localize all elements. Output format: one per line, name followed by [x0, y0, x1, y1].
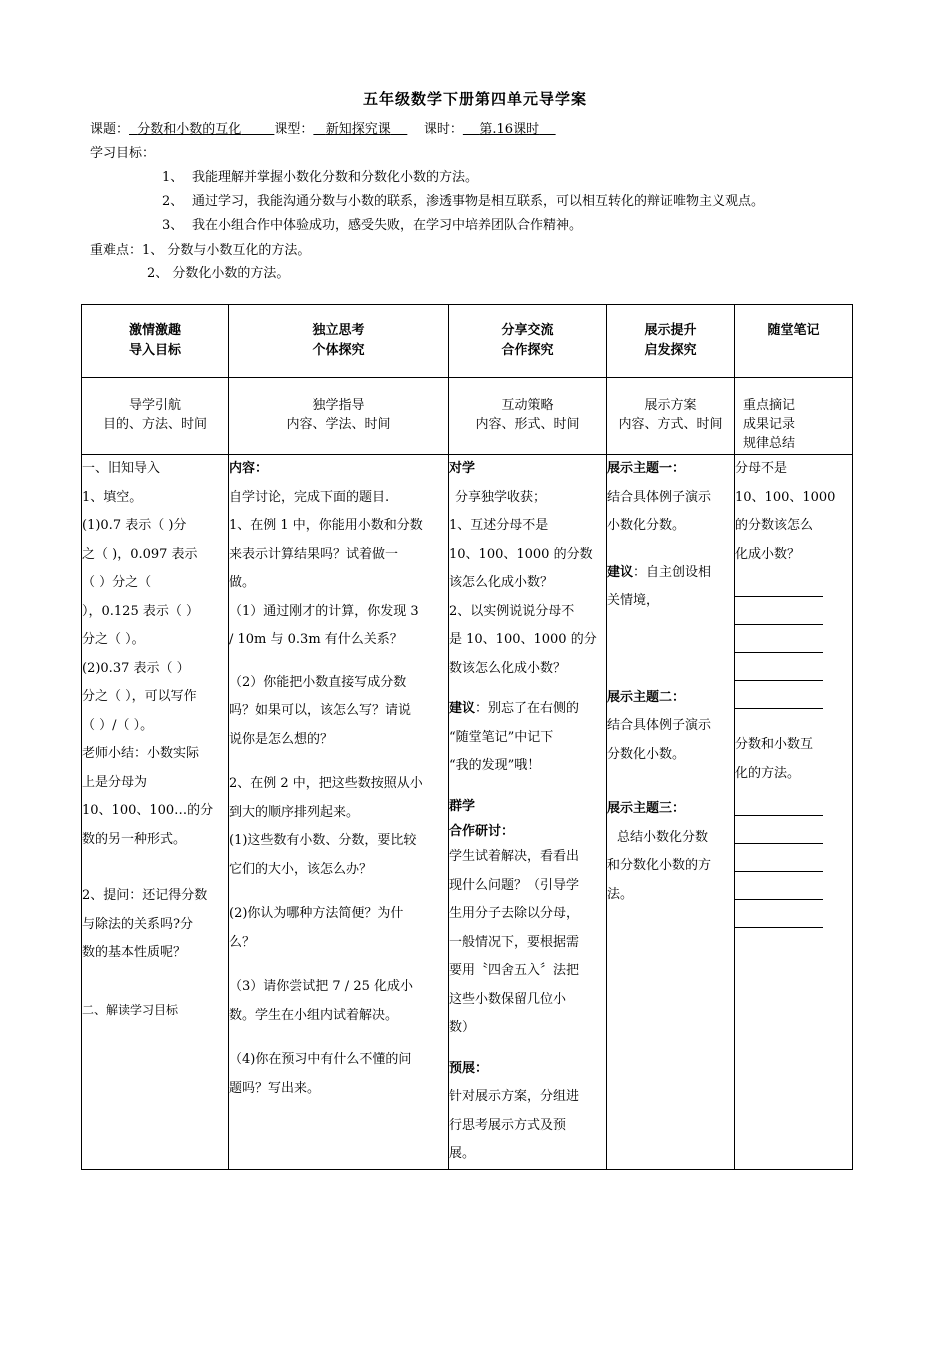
goal-item: 3、 我在小组合作中体验成功，感受失败，在学习中培养团队合作精神。 — [162, 218, 583, 233]
goal-item: 2、 通过学习，我能沟通分数与小数的联系，渗透事物是相互联系，可以相互转化的辩证唯物主义观点。 — [162, 194, 765, 209]
page-title: 五年级数学下册第四单元导学案 — [362, 90, 587, 108]
subheader-cell: 互动策略 内容、形式、时间 — [449, 378, 607, 455]
period-value: 第.16课时 — [479, 122, 540, 137]
note-blank-line — [735, 872, 823, 900]
header-cell: 独立思考 个体探究 — [229, 305, 449, 378]
self-study-column: 内容： 自学讨论，完成下面的题目. 1、在例 1 中，你能用小数和分数 来表示计算结果吗？试着做一 做。 （1）通过刚才的计算，你发现 3 / 10m 与 0.3m 有什么关系？ （2）你能把小数直接写成分数 吗？如果可以，该怎么写？请说 说你是怎么想的？ 2、在例 2 中，把这些数按照从小 到大的顺序排列起来。 (1)这些数有小数、分数，要比较 它们的大小，该怎么办？ (2)你认为哪种方法简便？为什 么？ （3）请你尝试把 7 / 25 化成小 数。学生在小组内试着解决。 （4)你在预习中有什么不懂的问 题吗？写出来。 — [229, 455, 449, 1170]
header-cell: 随堂笔记 — [735, 305, 853, 378]
type-value: 新知探究课 — [325, 122, 391, 137]
lesson-table — [81, 304, 853, 1170]
subheader-cell: 重点摘记 成果记录 规律总结 — [735, 378, 853, 455]
header-cell: 分享交流 合作探究 — [449, 305, 607, 378]
topic-label: 课题： — [90, 122, 130, 137]
cooperation-column: 对学 分享独学收获； 1、互述分母不是 10、100、1000 的分数 该怎么化成小数？ 2、以实例说说分母不 是 10、100、1000 的分 数该怎么化成小数？ 建议：别忘了在右侧的 “随堂笔记”中记下 “我的发现”哦！ 群学 合作研讨： 学生试着解决，看看出 现什么问题？（引导学 生用分子去除以分母， 一般情况下，要根据需 要用〝四舍五入〞法把 这些小数保留几位小 数） 预展： 针对展示方案，分组进 行思考展示方式及预 展。 — [449, 455, 607, 1170]
note-blank-line — [735, 653, 823, 681]
header-cell: 激情激趣 导入目标 — [82, 305, 229, 378]
intro-column: 一、旧知导入 1、填空。 (1)0.7 表示（ )分 之（ )，0.097 表示 （ ）分之（ ），0.125 表示（ ） 分之（ ）。 (2)0.37 表示（ ） 分之（ ），可以写作 （ ）/（ ）。 老师小结：小数实际 上是分母为 10、100、100…的分 数的另一种形式。 2、提问：还记得分数 与除法的关系吗?分 数的基本性质呢？ 二、解读学习目标 — [82, 455, 229, 1170]
note-blank-line — [735, 597, 823, 625]
subheader-cell: 导学引航 目的、方法、时间 — [82, 378, 229, 455]
subheader-cell: 展示方案 内容、方式、时间 — [607, 378, 735, 455]
topic-value: 分数和小数的互化 — [137, 122, 242, 137]
lesson-meta — [90, 118, 556, 137]
type-label: 课型： — [274, 122, 314, 137]
note-blank-line — [735, 681, 823, 709]
note-blank-line — [735, 816, 823, 844]
key-points: 重难点：1、 分数与小数互化的方法。 — [90, 243, 311, 258]
presentation-column: 展示主题一： 结合具体例子演示 小数化分数。 建议：自主创设相 关情境， 展示主题二： 结合具体例子演示 分数化小数。 展示主题三： 总结小数化分数 和分数化小数的方 法。 — [607, 455, 735, 1170]
note-blank-line — [735, 788, 823, 816]
subheader-cell: 独学指导 内容、学法、时间 — [229, 378, 449, 455]
note-blank-line — [735, 844, 823, 872]
header-cell: 展示提升 启发探究 — [607, 305, 735, 378]
goals-label: 学习目标： — [90, 146, 156, 161]
note-blank-line — [735, 900, 823, 928]
note-blank-line — [735, 625, 823, 653]
key-point-item: 2、 分数化小数的方法。 — [147, 266, 290, 281]
notes-column: 分母不是 10、100、1000 的分数该怎么 化成小数？ 分数和小数互 化的方法。 — [735, 455, 853, 1170]
goal-item: 1、 我能理解并掌握小数化分数和分数化小数的方法。 — [162, 170, 479, 185]
note-blank-line — [735, 569, 823, 597]
period-label: 课时： — [423, 122, 463, 137]
